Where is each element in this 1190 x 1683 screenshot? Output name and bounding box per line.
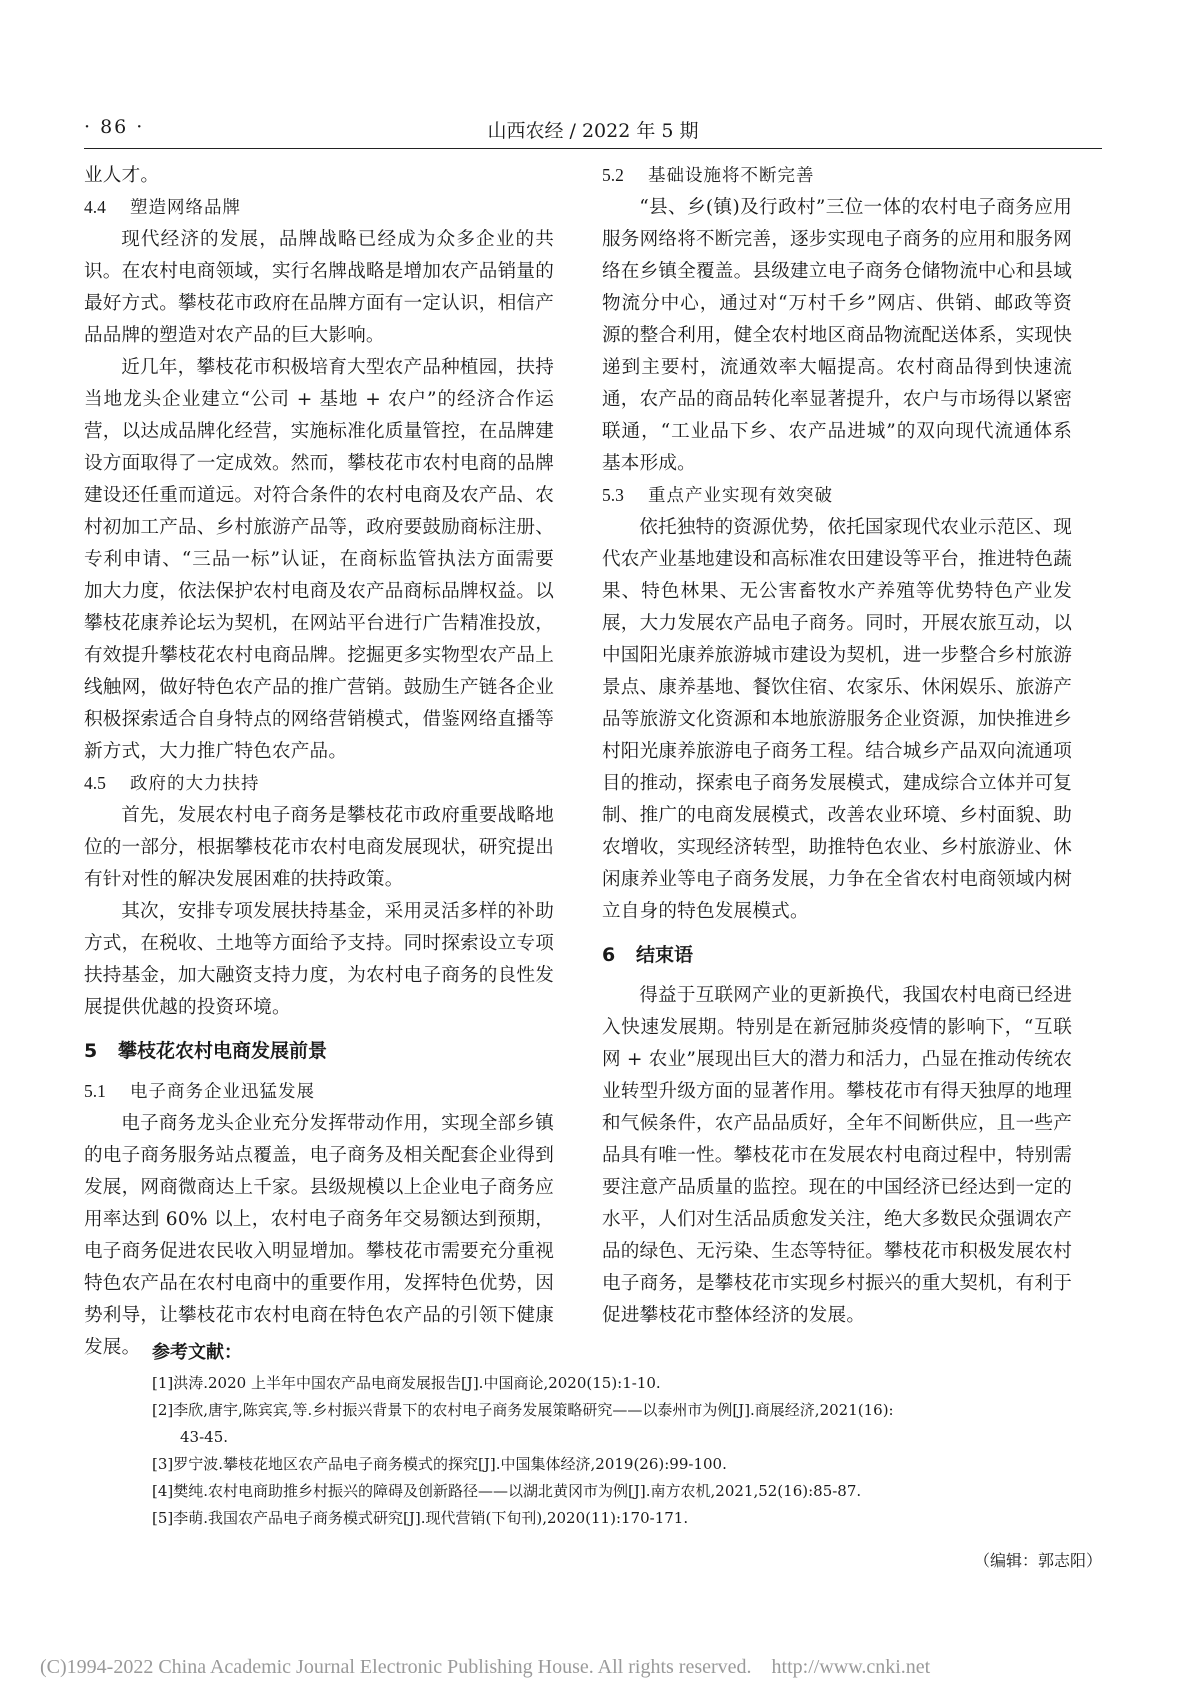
subsection-heading-5-3 xyxy=(602,480,1072,512)
references-title: 参考文献： xyxy=(152,1342,242,1363)
subsection-title: 政府的大力扶持 xyxy=(130,774,260,794)
subsection-heading-4-5 xyxy=(84,768,554,800)
paragraph: 首先，发展农村电子商务是攀枝花市政府重要战略地位的一部分，根据攀枝花市农村电商发展现状，研究提出有针对性的解决发展困难的扶持政策。 xyxy=(84,805,554,890)
section-heading-5 xyxy=(84,1036,554,1066)
reference-item: [4]樊纯.农村电商助推乡村振兴的障碍及创新路径——以湖北黄冈市为例[J].南方农机,2021,52(16):85-87. xyxy=(152,1482,862,1500)
section-title: 攀枝花农村电商发展前景 xyxy=(118,1040,328,1062)
paragraph: 得益于互联网产业的更新换代，我国农村电商已经进入快速发展期。特别是在新冠肺炎疫情的影响下，“互联网 + 农业”展现出巨大的潜力和活力，凸显在推动传统农业转型升级方面的显著作用。攀枝花市有得天独厚的地理和气候条件，农产品品质好，全年不间断供应，且一些产品具有唯一性。攀枝花市在发展农村电商过程中，特别需要注意产品质量的监控。现在的中国经济已经达到一定的水平，人们对生活品质愈发关注，绝大多数民众强调农产品的绿色、无污染、生态等特征。攀枝花市积极发展农村电子商务，是攀枝花市实现乡村振兴的重大契机，有利于促进攀枝花市整体经济的发展。 xyxy=(602,985,1072,1326)
paragraph: 电子商务龙头企业充分发挥带动作用，实现全部乡镇的电子商务服务站点覆盖，电子商务及相关配套企业得到发展，网商微商达上千家。县级规模以上企业电子商务应用率达到 60% 以上，农村电子商务年交易额达到预期，电子商务促进农民收入明显增加。攀枝花市需要充分重视特色农产品在农村电商中的重要作用，发挥特色优势，因势利导，让攀枝花市农村电商在特色农产品的引领下健康发展。 xyxy=(84,1113,554,1358)
subsection-heading-4-4 xyxy=(84,192,554,224)
reference-item: [2]李欣,唐宇,陈宾宾,等.乡村振兴背景下的农村电子商务发展策略研究——以泰州市为例[J].商展经济,2021(16): xyxy=(152,1401,894,1419)
reference-item: [3]罗宁波.攀枝花地区农产品电子商务模式的探究[J].中国集体经济,2019(26):99-100. xyxy=(152,1455,727,1473)
copyright-footer: (C)1994-2022 China Academic Journal Electronic Publishing House. All rights reserved. http://www.cnki.net xyxy=(40,1656,931,1678)
references xyxy=(152,1338,1102,1532)
subsection-title: 塑造网络品牌 xyxy=(130,198,241,218)
section-title: 结束语 xyxy=(636,944,694,966)
subsection-heading-5-2 xyxy=(602,160,1072,192)
paragraph: 现代经济的发展，品牌战略已经成为众多企业的共识。在农村电商领域，实行名牌战略是增加农产品销量的最好方式。攀枝花市政府在品牌方面有一定认识，相信产品品牌的塑造对农产品的巨大影响。 xyxy=(84,229,554,346)
left-column xyxy=(84,160,554,1364)
page-number: · 86 · xyxy=(84,116,145,138)
section-number: 6 xyxy=(602,944,616,966)
paragraph: 近几年，攀枝花市积极培育大型农产品种植园，扶持当地龙头企业建立“公司 + 基地 + 农户”的经济合作运营，以达成品牌化经营，实施标准化质量管控，在品牌建设方面取得了一定成效。然而，攀枝花市农村电商的品牌建设还任重而道远。对符合条件的农村电商及农产品、农村初加工产品、乡村旅游产品等，政府要鼓励商标注册、专利申请、“三品一标”认证，在商标监管执法方面需要加大力度，依法保护农村电商及农产品商标品牌权益。以攀枝花康养论坛为契机，在网站平台进行广告精准投放，有效提升攀枝花农村电商品牌。挖掘更多实物型农产品上线触网，做好特色农产品的推广营销。鼓励生产链各企业积极探索适合自身特点的网络营销模式，借鉴网络直播等新方式，大力推广特色农产品。 xyxy=(84,357,554,762)
editor-note: （编辑：郭志阳） xyxy=(973,1551,1102,1570)
subsection-title: 基础设施将不断完善 xyxy=(648,166,815,186)
reference-item: [1]洪涛.2020 上半年中国农产品电商发展报告[J].中国商论,2020(15):1-10. xyxy=(152,1374,661,1392)
subsection-number: 4.4 xyxy=(84,197,106,217)
subsection-title: 重点产业实现有效突破 xyxy=(648,486,833,506)
reference-item-continuation: 43-45. xyxy=(180,1428,229,1446)
subsection-title: 电子商务企业迅猛发展 xyxy=(130,1082,315,1102)
page-header xyxy=(84,116,1102,146)
paragraph: 其次，安排专项发展扶持基金，采用灵活多样的补助方式，在税收、土地等方面给予支持。同时探索设立专项扶持基金，加大融资支持力度，为农村电子商务的良性发展提供优越的投资环境。 xyxy=(84,901,554,1018)
paragraph: “县、乡(镇)及行政村”三位一体的农村电子商务应用服务网络将不断完善，逐步实现电子商务的应用和服务网络在乡镇全覆盖。县级建立电子商务仓储物流中心和县域物流分中心，通过对“万村千乡”网店、供销、邮政等资源的整合利用，健全农村地区商品物流配送体系，实现快递到主要村，流通效率大幅提高。农村商品得到快速流通，农产品的商品转化率显著提升，农户与市场得以紧密联通，“工业品下乡、农产品进城”的双向现代流通体系基本形成。 xyxy=(602,197,1072,474)
subsection-heading-5-1 xyxy=(84,1076,554,1108)
section-heading-6 xyxy=(602,940,1072,970)
subsection-number: 5.3 xyxy=(602,485,624,505)
reference-item: [5]李萌.我国农产品电子商务模式研究[J].现代营销(下旬刊),2020(11):170-171. xyxy=(152,1509,689,1527)
right-column xyxy=(602,160,1072,1332)
paragraph: 业人才。 xyxy=(84,165,160,186)
subsection-number: 5.1 xyxy=(84,1081,106,1101)
journal-title: 山西农经 / 2022 年 5 期 xyxy=(487,120,699,142)
subsection-number: 5.2 xyxy=(602,165,624,185)
header-rule xyxy=(84,148,1102,149)
paragraph: 依托独特的资源优势，依托国家现代农业示范区、现代农产业基地建设和高标准农田建设等平台，推进特色蔬果、特色林果、无公害畜牧水产养殖等优势特色产业发展，大力发展农产品电子商务。同时，开展农旅互动，以中国阳光康养旅游城市建设为契机，进一步整合乡村旅游景点、康养基地、餐饮住宿、农家乐、休闲娱乐、旅游产品等旅游文化资源和本地旅游服务企业资源，加快推进乡村阳光康养旅游电子商务工程。结合城乡产品双向流通项目的推动，探索电子商务发展模式，建成综合立体并可复制、推广的电商发展模式，改善农业环境、乡村面貌、助农增收，实现经济转型，助推特色农业、乡村旅游业、休闲康养业等电子商务发展，力争在全省农村电商领域内树立自身的特色发展模式。 xyxy=(602,517,1072,922)
section-number: 5 xyxy=(84,1040,98,1062)
subsection-number: 4.5 xyxy=(84,773,106,793)
